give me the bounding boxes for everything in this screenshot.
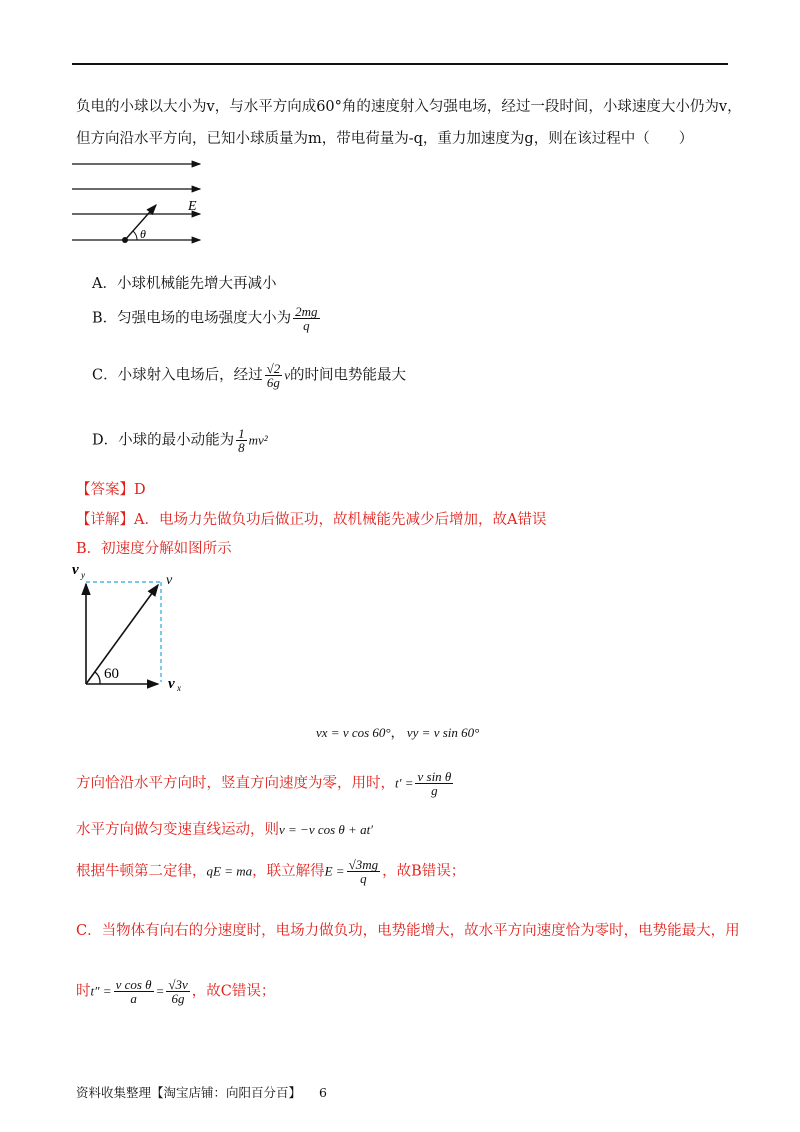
footer	[76, 1083, 327, 1101]
explanation-c-line: C．当物体有向右的分速度时，电场力做负功，电势能增大，故水平方向速度恰为零时，电势能最大，用	[76, 923, 740, 939]
header-rule	[72, 63, 728, 65]
newton-mid: ，联立解得	[252, 863, 325, 880]
angle-60-label: 60	[104, 666, 119, 682]
c2-numerator-1: v cos θ	[115, 977, 152, 992]
t1-denominator: g	[431, 783, 438, 798]
vy-sub: y	[81, 570, 85, 580]
option-b-fraction	[293, 305, 319, 332]
c2-numerator-2: √3v	[168, 977, 188, 992]
c2-denominator-1: a	[130, 991, 137, 1006]
c2-fraction-2	[166, 978, 189, 1005]
answer-label: 【答案】	[76, 482, 134, 498]
option-b-denominator: q	[303, 318, 310, 333]
option-c-text: C．小球射入电场后，经过	[92, 367, 263, 384]
motion-formula: v = −v cos θ + at′	[279, 822, 374, 837]
motion-text: 水平方向做匀变速直线运动，则	[76, 822, 279, 838]
e-numerator: √3mg	[348, 857, 379, 872]
vx-formula: vx = v cos 60°	[316, 725, 391, 740]
vy-label: v	[72, 562, 79, 578]
c2-pre: 时	[76, 983, 91, 1000]
explanation-b-line: B．初速度分解如图所示	[76, 541, 232, 557]
answer-value: D	[134, 482, 146, 498]
decomposition-formulas	[316, 722, 479, 741]
vx-label: v	[168, 676, 175, 692]
t1-lhs: t′ =	[395, 775, 414, 791]
e-fraction	[347, 858, 381, 885]
option-d-tail: mv²	[248, 432, 268, 448]
newton-text: 根据牛顿第二定律，	[76, 863, 207, 880]
angle-arc	[133, 231, 137, 240]
velocity-decomposition-diagram	[70, 560, 190, 695]
formula-separator: ，	[390, 725, 404, 740]
t1-numerator: v sin θ	[417, 769, 452, 784]
t1-text: 方向恰沿水平方向时，竖直方向速度为零，用时，	[76, 775, 395, 792]
page-number: 6	[319, 1085, 327, 1100]
option-b	[92, 305, 322, 332]
footer-text: 资料收集整理【淘宝店铺：向阳百分百】	[76, 1085, 302, 1100]
vy-formula: vy = v sin 60°	[406, 725, 480, 740]
c2-line	[76, 978, 275, 1005]
t1-line	[76, 770, 455, 797]
option-c-denominator: 6g	[266, 375, 280, 390]
angle-arc-60	[95, 672, 100, 684]
option-b-numerator: 2mg	[295, 304, 318, 319]
question-line-2: 但方向沿水平方向，已知小球质量为m，带电荷量为-q，重力加速度为g，则在该过程中（ ）	[76, 131, 694, 147]
newton-formula: qE = ma	[206, 863, 253, 879]
option-c	[92, 362, 406, 389]
option-d	[92, 427, 268, 454]
question-line-1: 负电的小球以大小为v，与水平方向成60°角的速度射入匀强电场，经过一段时间，小球速度大小仍为v，	[76, 99, 742, 115]
motion-line	[76, 820, 373, 840]
option-c-numerator: √2	[266, 361, 281, 376]
answer-line	[76, 480, 146, 500]
option-b-text: B．匀强电场的电场强度大小为	[92, 310, 292, 327]
ball	[122, 237, 128, 243]
c2-tail: ，故C错误；	[191, 983, 276, 1000]
t1-fraction	[415, 770, 453, 797]
v-label: v	[166, 573, 173, 588]
v-arrow	[86, 585, 158, 684]
explanation-label: 【详解】	[76, 512, 134, 528]
option-a: A．小球机械能先增大再减小	[92, 276, 277, 292]
option-c-tail: 的时间电势能最大	[290, 367, 407, 384]
option-d-numerator: 1	[238, 426, 245, 441]
c2-fraction-1	[114, 978, 154, 1005]
newton-line	[76, 858, 465, 885]
c2-lhs: t″ =	[90, 983, 112, 999]
explanation-a-line	[76, 510, 546, 530]
vx-sub: x	[177, 683, 181, 693]
explanation-a-text: A．电场力先做负功后做正功，故机械能先减少后增加，故A错误	[134, 512, 547, 528]
option-d-text: D．小球的最小动能为	[92, 432, 235, 449]
e-lhs: E =	[324, 863, 345, 879]
option-c-var: v	[284, 367, 291, 383]
newton-tail: ，故B错误；	[382, 863, 466, 880]
c2-denominator-2: 6g	[171, 991, 185, 1006]
e-denominator: q	[360, 871, 367, 886]
option-c-fraction	[265, 362, 283, 389]
electric-field-diagram	[70, 152, 210, 252]
option-d-denominator: 8	[238, 440, 245, 455]
field-label: E	[188, 199, 197, 214]
option-d-fraction	[236, 427, 247, 454]
c2-eq: =	[155, 983, 165, 999]
angle-label: θ	[140, 227, 146, 241]
